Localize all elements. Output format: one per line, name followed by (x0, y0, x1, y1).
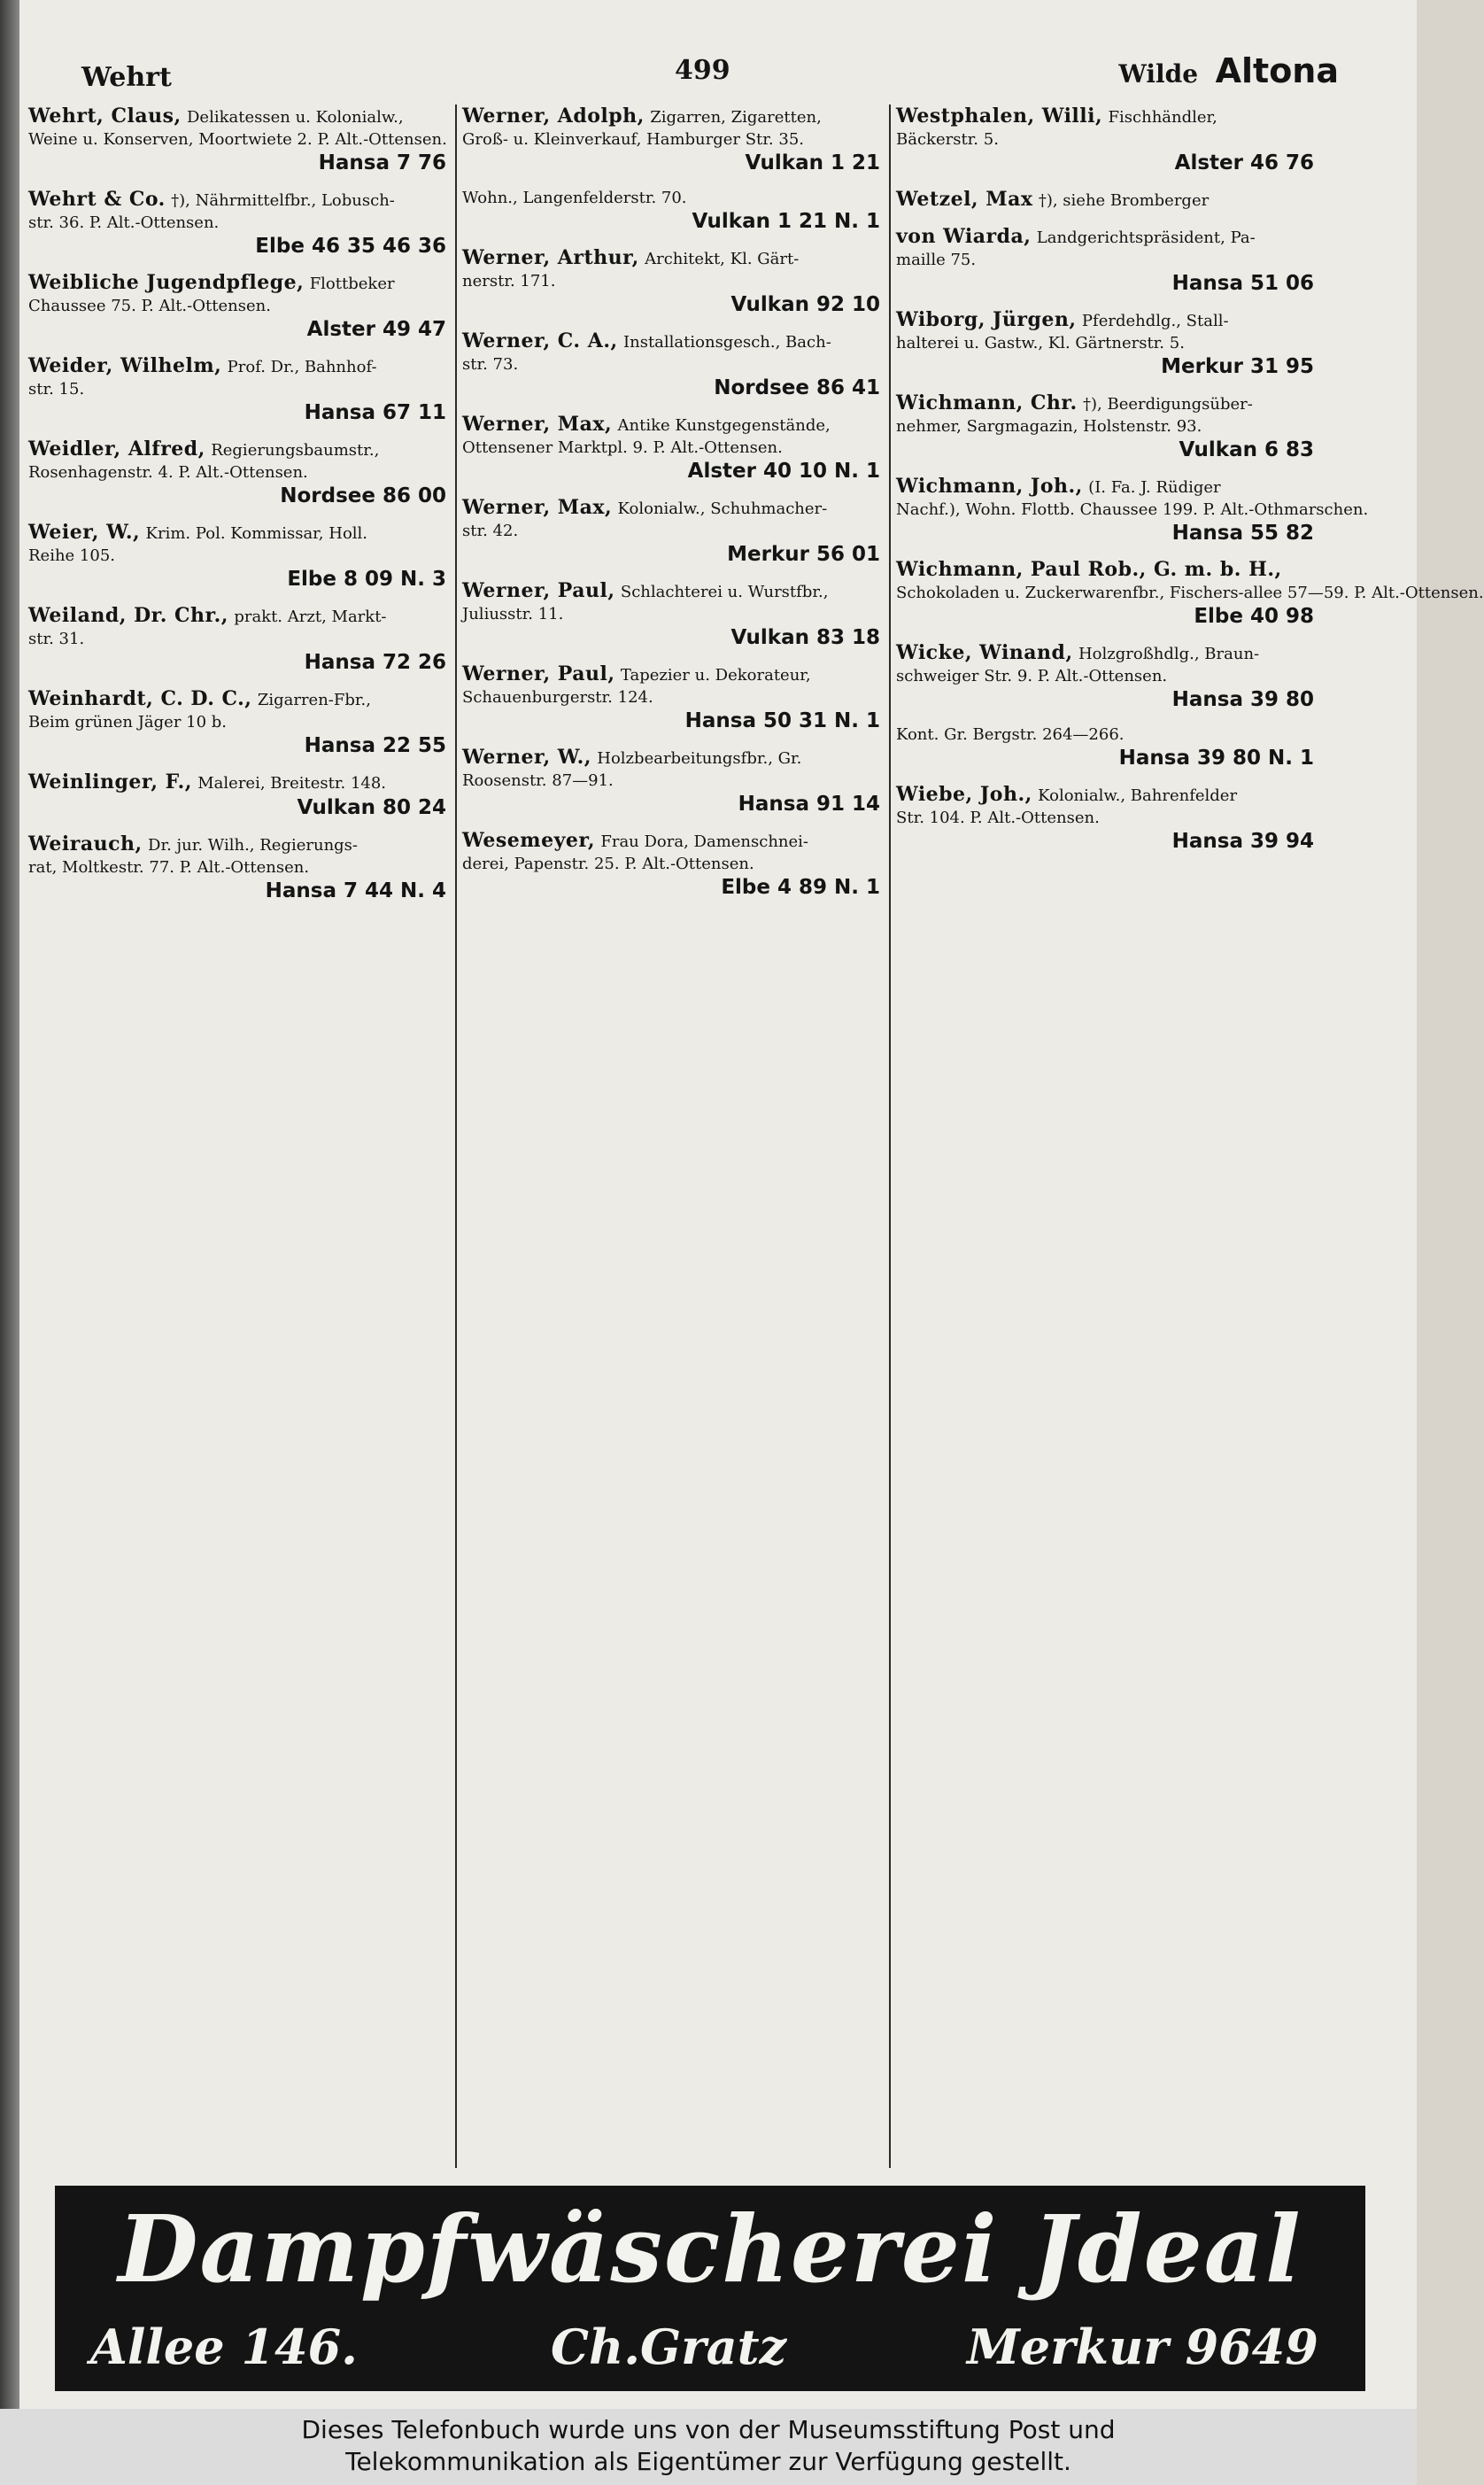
entry-address: str. 73. (462, 355, 519, 374)
entry-name: Wesemeyer, (462, 829, 595, 852)
entry-heading (28, 832, 446, 857)
entry-heading (896, 105, 1314, 129)
entry-heading (462, 829, 880, 854)
entry-phone: Hansa 72 26 (304, 651, 446, 674)
entry-description: prakt. Arzt, Markt- (234, 608, 387, 626)
directory-entry (896, 188, 1330, 213)
directory-entry (28, 271, 462, 342)
directory-entry (896, 105, 1330, 175)
entry-address: Kont. Gr. Bergstr. 264—266. (896, 725, 1125, 744)
entry-name: Werner, C. A., (462, 329, 618, 352)
directory-entry (28, 521, 462, 592)
directory-entry (896, 783, 1330, 854)
entry-description: Tapezier u. Dekorateur, (620, 666, 811, 685)
entry-phone: Hansa 7 44 N. 4 (265, 879, 446, 902)
entry-name: Weidler, Alfred, (28, 437, 205, 461)
entry-address: Reihe 105. (28, 546, 116, 565)
ad-address: Allee 146. (90, 2319, 358, 2375)
entry-description: Prof. Dr., Bahnhof- (227, 358, 377, 376)
entry-name: Weider, Wilhelm, (28, 354, 222, 377)
entry-phone: Hansa 39 94 (1171, 830, 1314, 853)
entry-description: Zigarren, Zigaretten, (650, 108, 822, 127)
entry-description: Frau Dora, Damenschnei- (600, 832, 809, 851)
entry-description: Zigarren-Fbr., (257, 691, 371, 709)
entry-phone: Hansa 39 80 N. 1 (1118, 747, 1314, 770)
entry-phone: Elbe 8 09 N. 3 (287, 568, 446, 591)
directory-entry (28, 832, 462, 903)
entry-phone: Vulkan 83 18 (730, 626, 880, 649)
directory-entry (462, 188, 896, 234)
entry-description: Malerei, Breitestr. 148. (197, 774, 387, 793)
entry-heading (28, 437, 446, 462)
entry-description: †), siehe Bromberger (1038, 191, 1210, 210)
entry-address: Schokoladen u. Zuckerwarenfbr., Fischers-allee 57—59. P. Alt.-Ottensen. (896, 584, 1484, 602)
directory-entry (896, 225, 1330, 296)
entry-phone: Elbe 40 98 (1194, 605, 1314, 628)
entry-address: nerstr. 171. (462, 272, 556, 290)
entry-address: str. 15. (28, 380, 85, 399)
entry-description: Dr. jur. Wilh., Regierungs- (148, 836, 359, 855)
entry-address: Wohn., Langenfelderstr. 70. (462, 189, 687, 207)
directory-entry (462, 496, 896, 567)
entry-heading (896, 391, 1314, 416)
entry-address: rat, Moltkestr. 77. P. Alt.-Ottensen. (28, 858, 310, 877)
directory-entry (896, 724, 1330, 770)
directory-entry (896, 641, 1330, 712)
directory-entry (462, 579, 896, 650)
entry-phone: Hansa 39 80 (1171, 688, 1314, 711)
entry-name: Werner, W., (462, 746, 591, 769)
directory-entry (462, 662, 896, 733)
entry-heading (28, 687, 446, 712)
entry-address: Roosenstr. 87—91. (462, 771, 614, 790)
entry-heading (462, 413, 880, 437)
entry-heading (462, 246, 880, 271)
entry-address: Groß- u. Kleinverkauf, Hamburger Str. 35. (462, 130, 804, 149)
entry-name: Werner, Paul, (462, 579, 615, 602)
entry-address: str. 42. (462, 522, 519, 540)
entry-address: Beim grünen Jäger 10 b. (28, 713, 228, 732)
footer-line-1: Dieses Telefonbuch wurde uns von der Museumsstiftung Post und (301, 2415, 1116, 2444)
entry-description: Installationsgesch., Bach- (623, 333, 831, 352)
directory-column-2 (462, 105, 896, 2168)
directory-column-1 (28, 105, 462, 2168)
entry-heading (28, 521, 446, 546)
entry-description: Holzgroßhdlg., Braun- (1078, 645, 1260, 663)
entry-description: †), Nährmittelfbr., Lobusch- (171, 191, 395, 210)
directory-entry (462, 746, 896, 817)
directory-entry (896, 391, 1330, 462)
entry-address: Schauenburgerstr. 124. (462, 688, 653, 707)
entry-description: Antike Kunstgegenstände, (617, 416, 831, 435)
entry-name: Wehrt, Claus, (28, 105, 182, 128)
entry-phone: Elbe 4 89 N. 1 (721, 876, 880, 899)
entry-address: Bäckerstr. 5. (896, 130, 999, 149)
entry-heading (462, 329, 880, 354)
entry-description: Kolonialw., Bahrenfelder (1038, 786, 1238, 805)
entry-address: halterei u. Gastw., Kl. Gärtnerstr. 5. (896, 334, 1185, 352)
entry-heading (462, 746, 880, 770)
entry-description: Landgerichtspräsident, Pa- (1036, 228, 1256, 247)
entry-phone: Vulkan 6 83 (1179, 438, 1314, 461)
directory-entry (896, 308, 1330, 379)
entry-name: Weinlinger, F., (28, 770, 192, 793)
entry-description: Schlachterei u. Wurstfbr., (620, 583, 829, 601)
page-binding-edge (0, 0, 19, 2409)
entry-address: Rosenhagenstr. 4. P. Alt.-Ottensen. (28, 463, 308, 482)
directory-entry (28, 354, 462, 425)
entry-phone: Vulkan 80 24 (297, 796, 446, 819)
entry-description: Krim. Pol. Kommissar, Holl. (145, 524, 368, 543)
entry-heading (896, 188, 1314, 213)
entry-heading (28, 105, 446, 129)
directory-entry (28, 105, 462, 175)
directory-entry (462, 413, 896, 484)
entry-name: Wicke, Winand, (896, 641, 1073, 664)
entry-name: Weier, W., (28, 521, 141, 544)
entry-description: (I. Fa. J. Rüdiger (1088, 478, 1221, 497)
entry-phone: Vulkan 1 21 N. 1 (692, 210, 880, 233)
directory-entry (896, 475, 1369, 546)
entry-phone: Nordsee 86 00 (280, 484, 446, 507)
entry-name: Werner, Max, (462, 496, 613, 519)
entry-name: Wiebe, Joh., (896, 783, 1032, 806)
entry-address: str. 31. (28, 630, 85, 648)
directory-entry (462, 829, 896, 900)
entry-description: Regierungsbaumstr., (211, 441, 380, 460)
entry-name: Werner, Paul, (462, 662, 615, 685)
directory-page (19, 0, 1484, 2409)
header-right-word: Wilde (1118, 59, 1199, 89)
entry-phone: Hansa 7 76 (318, 151, 446, 174)
entry-heading (462, 579, 880, 604)
entry-phone: Alster 40 10 N. 1 (687, 460, 880, 483)
entry-name: Weirauch, (28, 832, 143, 855)
entry-heading (28, 188, 446, 213)
entry-address: schweiger Str. 9. P. Alt.-Ottensen. (896, 667, 1168, 685)
entry-name: Weinhardt, C. D. C., (28, 687, 252, 710)
directory-entry (462, 246, 896, 317)
entry-name: Werner, Arthur, (462, 246, 639, 269)
page-number: 499 (675, 55, 730, 86)
entry-heading (896, 225, 1314, 250)
entry-name: von Wiarda, (896, 225, 1032, 248)
entry-name: Westphalen, Willi, (896, 105, 1103, 128)
entry-phone: Alster 49 47 (306, 318, 446, 341)
entry-name: Wichmann, Chr. (896, 391, 1078, 414)
header-right (1106, 51, 1339, 90)
entry-heading (896, 783, 1314, 808)
entry-name: Wiborg, Jürgen, (896, 308, 1077, 331)
entry-heading (28, 271, 446, 296)
entry-address: Weine u. Konserven, Moortwiete 2. P. Alt.-Ottensen. (28, 130, 447, 149)
directory-entry (28, 604, 462, 675)
entry-address: Str. 104. P. Alt.-Ottensen. (896, 809, 1100, 827)
header-left-word: Wehrt (81, 62, 172, 93)
entry-heading (896, 558, 1314, 583)
entry-name: Wichmann, Paul Rob., G. m. b. H., (896, 558, 1282, 581)
entry-heading (896, 308, 1314, 333)
entry-phone: Vulkan 1 21 (745, 151, 880, 174)
entry-description: Kolonialw., Schuhmacher- (617, 499, 828, 518)
directory-entry (28, 770, 462, 820)
entry-phone: Alster 46 76 (1174, 151, 1314, 174)
page-header (64, 46, 1339, 99)
directory-entry (462, 105, 896, 175)
entry-address: Ottensener Marktpl. 9. P. Alt.-Ottensen. (462, 438, 783, 457)
entry-heading (28, 604, 446, 629)
directory-entry (462, 329, 896, 400)
entry-heading (462, 105, 880, 129)
directory-entry (28, 437, 462, 508)
entry-phone: Vulkan 92 10 (730, 293, 880, 316)
entry-name: Wichmann, Joh., (896, 475, 1083, 498)
ad-owner: Ch.Gratz (551, 2319, 787, 2375)
entry-phone: Hansa 55 82 (1171, 522, 1314, 545)
entry-heading (896, 641, 1314, 666)
entry-name: Weiland, Dr. Chr., (28, 604, 228, 627)
entry-address: nehmer, Sargmagazin, Holstenstr. 93. (896, 417, 1202, 436)
entry-phone: Hansa 22 55 (304, 734, 446, 757)
entry-description: Delikatessen u. Kolonialw., (187, 108, 404, 127)
entry-name: Wetzel, Max (896, 188, 1033, 211)
entry-description: Architekt, Kl. Gärt- (645, 250, 800, 268)
entry-heading (28, 770, 446, 795)
entry-phone: Merkur 56 01 (727, 543, 880, 566)
entry-phone: Hansa 50 31 N. 1 (684, 709, 880, 732)
entry-address: Chaussee 75. P. Alt.-Ottensen. (28, 297, 271, 315)
entry-heading (462, 662, 880, 687)
entry-name: Wehrt & Co. (28, 188, 166, 211)
entry-name: Weibliche Jugendpflege, (28, 271, 305, 294)
entry-description: †), Beerdigungsüber- (1083, 395, 1253, 414)
entry-phone: Nordsee 86 41 (714, 376, 880, 399)
entry-name: Werner, Max, (462, 413, 613, 436)
directory-entry (28, 687, 462, 758)
entry-description: Pferdehdlg., Stall- (1081, 312, 1229, 330)
advertisement-banner (55, 2186, 1365, 2391)
directory-entry (28, 188, 462, 259)
entry-heading (462, 496, 880, 521)
entry-description: Holzbearbeitungsfbr., Gr. (597, 749, 802, 768)
entry-address: str. 36. P. Alt.-Ottensen. (28, 213, 220, 232)
header-town: Altona (1215, 51, 1339, 90)
directory-entry (896, 558, 1484, 629)
directory-column-3 (896, 105, 1484, 2168)
entry-phone: Hansa 67 11 (304, 401, 446, 424)
entry-description: Fischhändler, (1108, 108, 1217, 127)
entry-phone: Merkur 31 95 (1161, 355, 1314, 378)
entry-address: derei, Papenstr. 25. P. Alt.-Ottensen. (462, 855, 754, 873)
entry-heading (28, 354, 446, 379)
column-divider (889, 105, 891, 2168)
footer-notice (0, 2409, 1417, 2485)
footer-line-2: Telekommunikation als Eigentümer zur Verfügung gestellt. (345, 2447, 1071, 2476)
entry-description: Flottbeker (309, 275, 395, 293)
entry-phone: Hansa 91 14 (738, 793, 880, 816)
entry-address: Nachf.), Wohn. Flottb. Chaussee 199. P. Alt.-Othmarschen. (896, 500, 1369, 519)
entry-address: maille 75. (896, 251, 977, 269)
entry-heading (896, 475, 1314, 499)
entry-address: Juliusstr. 11. (462, 605, 564, 623)
ad-title: Dampfwäscherei Jdeal (118, 2195, 1302, 2303)
entry-name: Werner, Adolph, (462, 105, 645, 128)
entry-phone: Elbe 46 35 46 36 (255, 235, 446, 258)
entry-phone: Hansa 51 06 (1171, 272, 1314, 295)
ad-phone: Merkur 9649 (967, 2319, 1318, 2375)
column-divider (455, 105, 457, 2168)
